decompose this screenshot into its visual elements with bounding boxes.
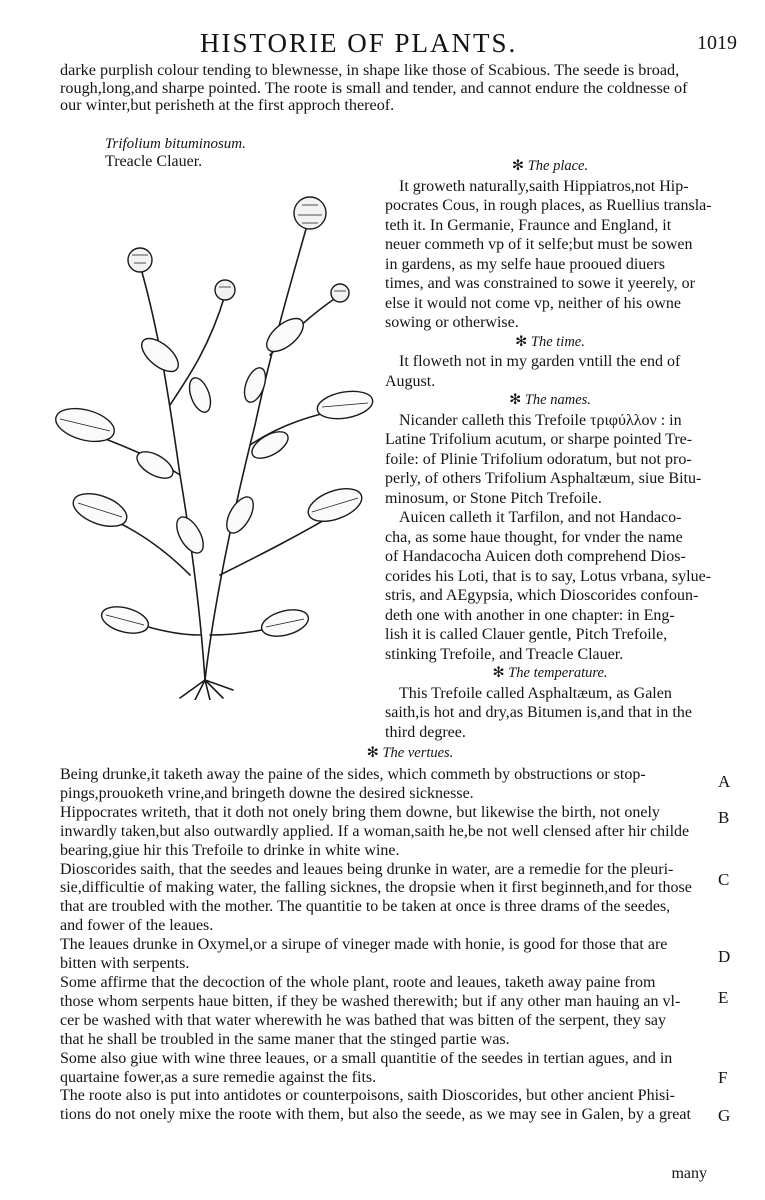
text-line: rough,long,and sharpe pointed. The roote is small and tender, and cannot endure the coldnesse of — [60, 78, 688, 97]
text-line: It floweth not in my garden vntill the end of — [399, 353, 681, 370]
text-line: our winter,but perisheth at the first approch thereof. — [60, 96, 395, 115]
text-line: August. — [385, 372, 436, 390]
vertue-paragraph — [60, 1087, 710, 1124]
text-line: teth it. In Germanie, Fraunce and England, it — [385, 216, 672, 234]
text-line: times, and was constrained to sowe it yeerely, or — [385, 275, 695, 292]
text-line: The leaues drunke in Oxymel,or a sirupe of vineger made with honie, is good for those that are — [60, 936, 668, 954]
text-line: tions do not onely mixe the roote with them, but also the seede, as we may see in Galen, by a great — [60, 1106, 691, 1124]
margin-letter-e: E — [718, 988, 729, 1007]
text-line: in gardens, as my selfe haue prooued diuers — [385, 255, 665, 273]
section-heading-names: ✻ The names. — [509, 392, 591, 408]
text-line: third degree. — [385, 723, 466, 741]
asterisk-icon: ✻ — [515, 333, 531, 350]
running-head: HISTORIE OF PLANTS. — [200, 28, 518, 58]
herb-woodcut-icon — [40, 175, 385, 700]
text-line: sie,difficultie of making water, the falling sicknes, the dropsie when it first beginneth,and for those — [60, 879, 692, 897]
text-line: neuer commeth vp of it selfe;but must be sowen — [385, 236, 693, 253]
text-line: deth one with another in one chapter: in Eng- — [385, 606, 675, 624]
vertues-heading-row — [0, 744, 765, 764]
text-line: Nicander calleth this Trefoile τριφύλλον : in — [399, 411, 682, 429]
text-line: minosum, or Stone Pitch Trefoile. — [385, 489, 602, 507]
section-heading-temperature: ✻ The temperature. — [492, 665, 608, 681]
text-line: Auicen calleth it Tarfilon, and not Handaco- — [399, 509, 682, 526]
asterisk-icon: ✻ — [509, 392, 525, 408]
text-line: foile: of Plinie Trifolium odoratum, but not pro- — [385, 450, 692, 468]
page-header — [0, 22, 765, 58]
section-heading-place: ✻ The place. — [511, 158, 589, 174]
margin-letter-f: F — [718, 1068, 728, 1087]
vertues-body — [60, 766, 710, 1125]
section-heading-time: ✻ The time. — [515, 333, 585, 350]
catchword: many — [671, 1165, 707, 1182]
text-line: bearing,giue hir this Trefoile to drinke in white wine. — [60, 841, 400, 859]
asterisk-icon: ✻ — [492, 665, 509, 681]
figure-caption — [105, 135, 365, 171]
vertue-paragraph — [60, 1050, 710, 1087]
margin-letter-d: D — [718, 947, 731, 966]
text-line: pings,prouoketh vrine,and bringeth downe the desired sicknesse. — [60, 784, 474, 802]
asterisk-icon: ✻ — [511, 158, 528, 174]
text-line: sowing or otherwise. — [385, 314, 519, 331]
text-line: Latine Trifolium acutum, or sharpe pointed Tre- — [385, 431, 693, 448]
page-number: 1019 — [697, 32, 737, 54]
text-line: inwardly taken,but also outwardly applied. If a woman,saith he,be not well clensed after hir childe — [60, 822, 690, 840]
right-column — [385, 157, 715, 742]
text-line: else it would not come vp, neither of his owne — [385, 294, 681, 312]
margin-letter-c: C — [718, 870, 730, 889]
text-line: cha, as some haue thought, for vnder the name — [385, 528, 683, 546]
text-line: bitten with serpents. — [60, 955, 190, 973]
text-line: pocrates Cous, in rough places, as Ruellius transla- — [385, 197, 712, 214]
text-line: It groweth naturally,saith Hippiatros,not Hip- — [399, 177, 689, 195]
text-line: corides his Loti, that is to say, Lotus vrbana, sylue- — [385, 567, 712, 585]
vertue-paragraph — [60, 804, 710, 860]
asterisk-icon: ✻ — [366, 745, 383, 761]
text-line: stris, and AEgypsia, which Dioscorides confoun- — [385, 587, 699, 604]
caption-latin: Trifolium bituminosum. — [105, 136, 246, 152]
vertue-paragraph — [60, 766, 710, 803]
section-heading-vertues: ✻ The vertues. — [366, 745, 454, 761]
text-line: This Trefoile called Asphaltæum, as Galen — [399, 684, 672, 702]
text-line: of Handacocha Auicen doth comprehend Dios- — [385, 548, 686, 565]
vertue-paragraph — [60, 974, 710, 1049]
text-line: Some affirme that the decoction of the whole plant, roote and leaues, taketh away paine from — [60, 973, 656, 991]
text-line: stinking Trefoile, and Treacle Clauer. — [385, 645, 624, 663]
text-line: Some also giue with wine three leaues, or a small quantitie of the seedes in tertian agues, and in — [60, 1049, 673, 1067]
text-line: darke purplish colour tending to blewnesse, in shape like those of Scabious. The seede is broad, — [60, 61, 680, 79]
text-line: lish it is called Clauer gentle, Pitch Trefoile, — [385, 626, 668, 643]
text-line: that he shall be troubled in the same maner that the stinged partie was. — [60, 1030, 510, 1048]
text-line: saith,is hot and dry,as Bitumen is,and that in the — [385, 704, 692, 721]
text-line: that are troubled with the mother. The quantitie to be taken at once is three drams of the seedes, — [60, 898, 671, 916]
text-line: those whom serpents haue bitten, if they be washed therewith; but if any other man hauing an vl- — [60, 992, 681, 1010]
vertue-paragraph — [60, 936, 710, 973]
text-line: Dioscorides saith, that the seedes and leaues being drunke in water, are a remedie for the pleuri- — [60, 860, 674, 878]
intro-paragraph — [60, 62, 720, 115]
vertue-paragraph — [60, 861, 710, 936]
margin-letter-g: G — [718, 1106, 731, 1125]
text-line: and fower of the leaues. — [60, 917, 214, 935]
margin-letter-b: B — [718, 808, 730, 827]
text-line: Hippocrates writeth, that it doth not onely bring them downe, but likewise the birth, not onely — [60, 803, 660, 821]
text-line: Being drunke,it taketh away the paine of the sides, which commeth by obstructions or stop- — [60, 766, 646, 783]
margin-letter-a: A — [718, 772, 731, 791]
text-line: The roote also is put into antidotes or counterpoisons, saith Dioscorides, but other ancient Phisi- — [60, 1087, 676, 1105]
text-line: cer be washed with that water wherewith he was bathed that was bitten of the serpent, they say — [60, 1011, 667, 1029]
text-line: quartaine fower,as a sure remedie against the fits. — [60, 1068, 377, 1086]
text-line: perly, of others Trifolium Asphaltæum, siue Bitu- — [385, 470, 702, 487]
caption-english: Treacle Clauer. — [105, 153, 203, 170]
